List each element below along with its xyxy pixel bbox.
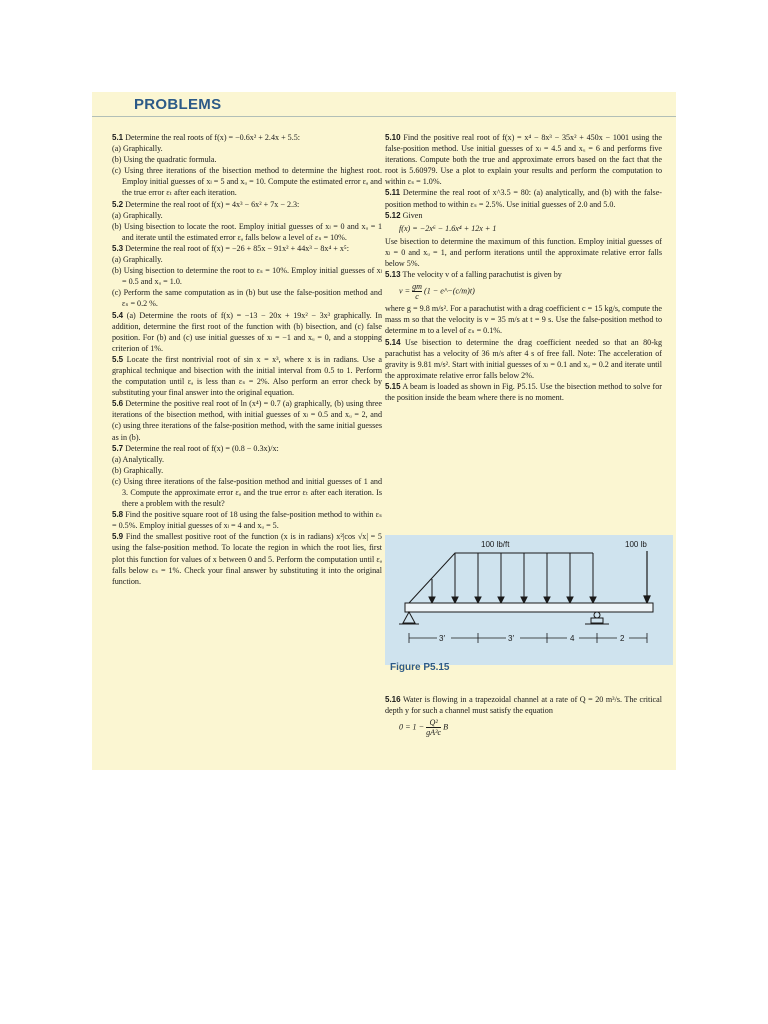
- figure-caption: Figure P5.15: [390, 662, 450, 673]
- problem-5-2-b: (b) Using bisection to locate the root. Employ initial guesses of xₗ = 0 and xᵤ = 1 and iterate until the estimated error εₐ falls below a level of εₛ = 10%.: [112, 221, 382, 242]
- point-load-arrow: [644, 551, 650, 603]
- problem-number: 5.8: [112, 510, 124, 520]
- problem-number: 5.1: [112, 133, 124, 142]
- equation-5-12: f(x) = −2x⁶ − 1.6x⁴ + 12x + 1: [399, 223, 497, 233]
- problem-text: A beam is loaded as shown in Fig. P5.15. Use the bisection method to solve for the position inside the beam where there is no moment.: [385, 381, 662, 402]
- problem-text: Find the positive real root of f(x) = x⁴ − 8x³ − 35x² + 450x − 1001 using the false-position method. Use initial guesses of xₗ = 4.5 and xᵤ = 6 and performs five iterations. Compute both the true and approximate errors based on the fact that the root is 5.60979. Use a plot to explain your results and perform the computation to within εₛ = 1.0%.: [385, 133, 662, 187]
- eq-fraction: [412, 282, 422, 301]
- problem-number: 5.11: [385, 188, 401, 198]
- problem-text: Determine the positive real root of ln (x⁴) = 0.7 (a) graphically, (b) using three iterations of the bisection method, with initial guesses of xₗ = 0.5 and xᵤ = 2, and (c) using three iterations of the false-position method, with the same initial guesses as in (b).: [112, 399, 383, 442]
- problem-5-2: [112, 199, 382, 210]
- problem-text: Use bisection to determine the drag coefficient needed so that an 80-kg parachutist has a velocity of 36 m/s after 4 s of free fall. Note: The acceleration of gravity is 9.81 m/s². Start with initial guesses of xₗ = 0.1 and xᵤ = 0.2 and iterate until the approximate relative error falls below 2%.: [385, 337, 663, 380]
- point-load-label: 100 lb: [625, 540, 647, 549]
- problem-text: Find the positive square root of 18 using the false-position method to within εₛ = 0.5%. Employ initial guesses of xₗ = 4 and xᵤ = 5.: [112, 510, 382, 531]
- problem-5-14: [385, 337, 662, 381]
- problem-5-10: [385, 132, 662, 187]
- eq-fraction: [426, 718, 441, 737]
- problem-5-3: [112, 243, 382, 254]
- eq-denominator: gA³c: [426, 728, 442, 738]
- problem-number: 5.10: [385, 133, 401, 142]
- right-column-bottom: [385, 694, 662, 739]
- textbook-page: [92, 92, 676, 770]
- problem-5-3-b: (b) Using bisection to determine the root to εₛ = 10%. Employ initial guesses of xₗ = 0.5 and xᵤ = 1.0.: [112, 266, 382, 287]
- heading-rule: [92, 116, 676, 117]
- problem-text: The velocity v of a falling parachutist is given by: [402, 270, 562, 280]
- problem-5-7: [112, 443, 382, 454]
- problem-5-16: [385, 694, 662, 716]
- beam: [405, 603, 653, 612]
- problem-number: 5.6: [112, 399, 124, 409]
- problem-5-12: [385, 210, 662, 221]
- problem-5-1: [112, 132, 382, 143]
- problem-5-7-a: (a) Analytically.: [112, 454, 165, 464]
- problem-number: 5.4: [112, 310, 124, 320]
- problem-5-13-body: where g = 9.8 m/s². For a parachutist with a drag coefficient c = 15 kg/s, compute the mass m so that the velocity is v = 35 m/s at t = 9 s. Use the false-position method to determine m to a level of εₛ = 0.1%.: [385, 304, 662, 336]
- dimension-label: 4: [570, 634, 575, 643]
- eq-rhs: B: [443, 722, 449, 732]
- problem-5-15: [385, 381, 662, 403]
- problem-number: 5.3: [112, 243, 124, 253]
- problem-5-1-a: (a) Graphically.: [112, 144, 163, 154]
- pin-support: [403, 612, 415, 623]
- beam-diagram: [385, 535, 673, 665]
- eq-rhs: (1 − e^−(c/m)t): [424, 286, 475, 296]
- eq-lhs: 0 = 1 −: [399, 722, 425, 732]
- problem-text: Locate the first nontrivial root of sin x = x³, where x is in radians. Use a graphical technique and bisection with the initial interval from 0.5 to 1. Perform the computation until εₐ is less than εₛ = 2%. Also perform an error check by substituting your final answer into the original equation.: [112, 354, 382, 398]
- problem-5-7-b: (b) Graphically.: [112, 465, 164, 475]
- problem-5-4: [112, 310, 382, 354]
- problem-5-13: [385, 269, 662, 280]
- problem-text: Determine the real root of f(x) = (0.8 − 0.3x)/x:: [125, 443, 279, 453]
- eq-lhs: v =: [399, 286, 411, 296]
- problem-5-1-c: (c) Using three iterations of the bisection method to determine the highest root. Employ initial guesses of xₗ = 5 and xᵤ = 10. Compute the estimated error εₐ and the true error εₜ after each iteration.: [112, 166, 382, 198]
- problem-5-7-c: (c) Using three iterations of the false-position method and initial guesses of 1 and 3. Compute the approximate error εₐ and the true error εₜ after each iteration. Is there a problem with the result?: [112, 476, 382, 509]
- dimension-label: 2: [620, 634, 625, 643]
- problem-number: 5.9: [112, 532, 124, 542]
- problem-number: 5.14: [385, 337, 401, 347]
- problem-number: 5.16: [385, 695, 401, 704]
- section-heading: PROBLEMS: [134, 96, 222, 113]
- right-column: [385, 132, 662, 403]
- eq-numerator: gm: [412, 282, 423, 292]
- distributed-load-label: 100 lb/ft: [481, 540, 510, 549]
- problem-text: Water is flowing in a trapezoidal channel at a rate of Q = 20 m³/s. The critical depth y for such a channel must satisfy the equation: [385, 695, 662, 716]
- problem-5-9: [112, 531, 382, 586]
- equation-5-16: [385, 718, 662, 737]
- problem-number: 5.15: [385, 381, 401, 391]
- problem-5-8: [112, 509, 382, 531]
- problem-5-5: [112, 354, 382, 398]
- eq-numerator: Q²: [426, 718, 441, 728]
- problem-text: Find the smallest positive root of the function (x is in radians) x²|cos √x| = 5 using the false-position method. To locate the region in which the root lies, first plot this function for values of x between 0 and 5. Perform the computation until εₐ falls below εₛ = 1%. Check your final answer by substituting it into the original function.: [112, 532, 382, 586]
- problem-number: 5.13: [385, 270, 401, 280]
- problem-5-6: [112, 398, 382, 442]
- dimension-label: 3′: [439, 634, 445, 643]
- problem-text: Given: [402, 210, 423, 220]
- problem-number: 5.12: [385, 210, 401, 220]
- roller-support: [594, 612, 600, 618]
- problem-5-11: [385, 187, 662, 209]
- problem-text: (a) Determine the roots of f(x) = −13 − 20x + 19x² − 3x³ graphically. In addition, determine the first root of the function with (b) bisection, and (c) false position. For (b) and (c) use initial guesses of xₗ = −1 and xᵤ = 0, and a stopping criterion of 1%.: [112, 310, 382, 353]
- eq-denominator: c: [415, 292, 419, 302]
- problem-number: 5.7: [112, 443, 124, 453]
- dimension-label: 3′: [508, 634, 514, 643]
- problem-5-12-body: Use bisection to determine the maximum of this function. Employ initial guesses of xₗ = 0 and xᵤ = 1, and perform iterations until the approximate relative error falls below 5%.: [385, 236, 662, 269]
- distributed-load-arrows: [429, 553, 596, 603]
- beam-figure: [385, 535, 673, 665]
- problem-text: Determine the real root of f(x) = 4x³ − 6x² + 7x − 2.3:: [125, 199, 300, 209]
- problem-5-3-c: (c) Perform the same computation as in (b) but use the false-position method and εₛ = 0.2 %.: [112, 288, 382, 309]
- left-column: [112, 132, 382, 587]
- problem-5-2-a: (a) Graphically.: [112, 210, 163, 220]
- problem-number: 5.2: [112, 199, 124, 209]
- problem-5-1-b: (b) Using the quadratic formula.: [112, 155, 217, 165]
- problem-number: 5.5: [112, 354, 124, 364]
- equation-5-13: [385, 282, 662, 301]
- problem-text: Determine the real root of x^3.5 = 80: (a) analytically, and (b) with the false-position method to within εₛ = 2.5%. Use initial guesses of 2.0 and 5.0.: [385, 188, 662, 209]
- problem-text: Determine the real root of f(x) = −26 + 85x − 91x² + 44x³ − 8x⁴ + x⁵:: [125, 243, 349, 253]
- problem-text: Determine the real roots of f(x) = −0.6x² + 2.4x + 5.5:: [125, 133, 301, 142]
- problem-5-3-a: (a) Graphically.: [112, 255, 163, 265]
